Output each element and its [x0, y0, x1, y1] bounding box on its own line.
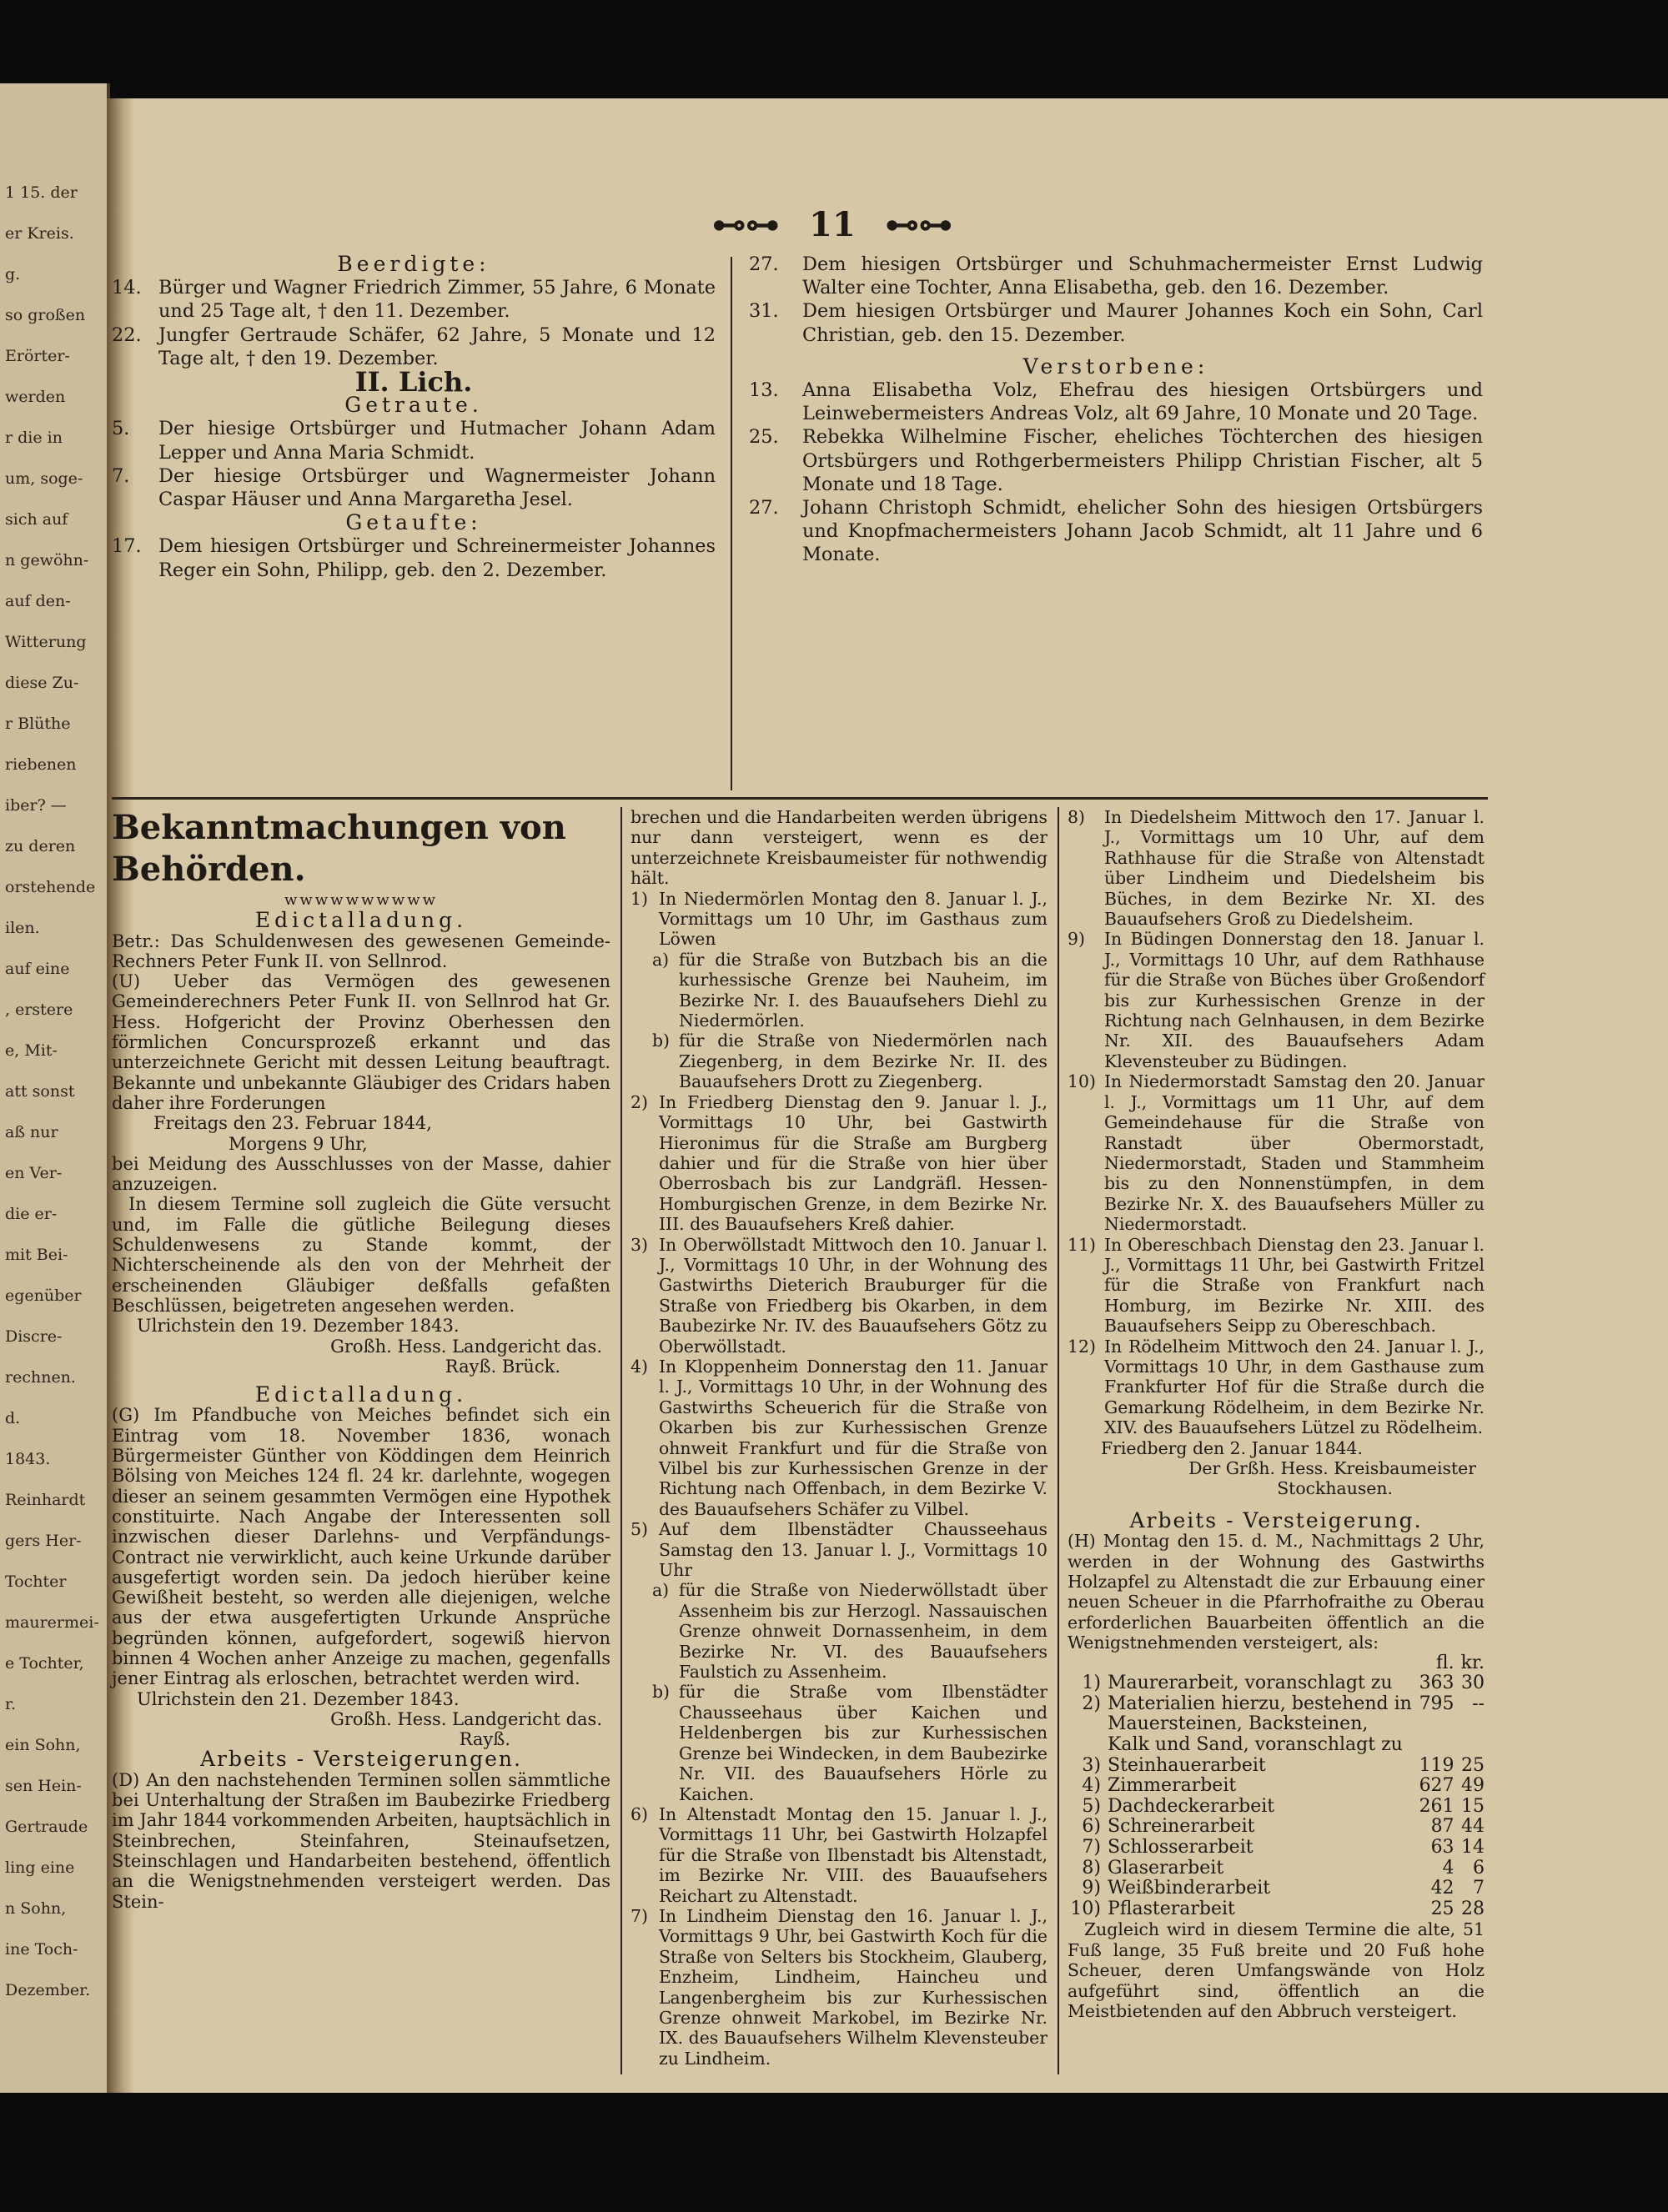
heading-verstorbene: Verstorbene:: [1022, 354, 1209, 379]
prev-page-fragment: diese Zu-: [5, 674, 79, 692]
beerdigte-list: [112, 276, 716, 370]
item-text: Der hiesige Ortsbürger und Hutmacher Johann Adam Lepper und Anna Maria Schmidt.: [158, 418, 716, 464]
prev-page-fragment: werden: [5, 388, 66, 406]
item-number: b): [652, 1682, 671, 1703]
prev-page-fragment: er Kreis.: [5, 224, 74, 243]
col3-official: Der Grßh. Hess. Kreisbaumeister: [1188, 1458, 1476, 1478]
cost-number: 1): [1082, 1673, 1101, 1694]
cost-florin: 4: [1442, 1857, 1454, 1878]
cost-kreuzer: 44: [1461, 1816, 1485, 1838]
page-ornament-right: ⊷⊶: [885, 205, 952, 244]
item-number: 25.: [749, 426, 779, 449]
prev-page-fragment: Tochter: [5, 1572, 67, 1591]
list-item: [749, 379, 1483, 425]
edict2-court: Großh. Hess. Landgericht das.: [330, 1708, 602, 1729]
prev-page-fragment: Erörter-: [5, 347, 70, 365]
bottom-column-3: [1068, 807, 1485, 2021]
item-text: In Diedelsheim Mittwoch den 17. Januar l. J., Vormittags um 10 Uhr, auf dem Rathhause für die Straße von Altenstadt über Lindheim und Diedelsheim bis Büches, in dem Bezirke Nr. XI. des Bauaufsehers Groß zu Diedelsheim.: [1104, 807, 1485, 930]
cost-number: 6): [1082, 1816, 1101, 1838]
edict2-place-date: Ulrichstein den 21. Dezember 1843.: [137, 1688, 460, 1709]
top-column-divider: [731, 257, 732, 790]
list-item: [631, 950, 1048, 1031]
prev-page-fragment: r Blüthe: [5, 715, 71, 733]
newspaper-page: [107, 98, 1668, 2093]
bottom-column-1: [112, 807, 610, 1912]
cost-number: 10): [1070, 1898, 1101, 1919]
cost-kreuzer: 30: [1461, 1673, 1485, 1694]
edict1-date: Freitags den 23. Februar 1844,: [153, 1113, 432, 1134]
item-number: 11): [1068, 1234, 1096, 1255]
list-item: [631, 1804, 1048, 1906]
edict1-body-2: bei Meidung des Ausschlusses von der Masse, dahier anzuzeigen.: [112, 1153, 610, 1195]
item-number: 1): [631, 888, 648, 909]
edict1-heading: Edictalladung.: [254, 908, 468, 933]
item-text: Der hiesige Ortsbürger und Wagnermeister Johann Caspar Häuser und Anna Margaretha Jesel.: [158, 464, 716, 511]
list-item: [749, 496, 1483, 567]
item-text: für die Straße vom Ilbenstädter Chausseehaus über Kaichen und Heldenbergen bis zur Kurhessischen Grenze bei Windecken, in dem Baubezirke Nr. VII. des Bauaufsehers Hörle zu Kaichen.: [679, 1682, 1048, 1804]
cost-number: 5): [1082, 1795, 1101, 1817]
list-item: [631, 1906, 1048, 2069]
prev-page-fragment: maurermei-: [5, 1613, 99, 1632]
cost-row: [1068, 1756, 1485, 1777]
births-list: [749, 253, 1483, 347]
prev-page-fragment: aß nur: [5, 1123, 58, 1141]
prev-page-fragment: iber? —: [5, 796, 67, 815]
prev-page-fragment: d.: [5, 1409, 21, 1427]
prev-page-fragment: mit Bei-: [5, 1246, 68, 1264]
list-item: [112, 417, 716, 464]
cost-row: [1068, 1817, 1485, 1838]
getraute-list: [112, 417, 716, 511]
cost-florin: 795: [1419, 1693, 1454, 1714]
item-text: In Niedermörlen Montag den 8. Januar l. J., Vormittags um 10 Uhr, im Gasthaus zum Löwen: [659, 888, 1048, 950]
prev-page-fragment: auf eine: [5, 960, 70, 978]
item-number: 7): [631, 1905, 648, 1926]
item-number: 8): [1068, 807, 1085, 827]
cost-table-header: [1068, 1653, 1485, 1674]
edict1-body: (U) Ueber das Vermögen des gewesenen Gemeinderechners Peter Funk II. von Sellnrod hat Gr. Hess. Hofgericht der Provinz Oberhessen den förmlichen Concursprozeß erkannt und das unterzeichnete Gericht mit dessen Leitung beauftragt. Bekannte und unbekannte Gläubiger des Cridars haben daher ihre Forderungen: [112, 971, 610, 1113]
item-number: 9): [1068, 929, 1085, 950]
item-text: Dem hiesigen Ortsbürger und Maurer Johannes Koch ein Sohn, Carl Christian, geb. den 15. Dezember.: [802, 300, 1483, 346]
cost-row: [1068, 1838, 1485, 1858]
col3-arbeits-body: (H) Montag den 15. d. M., Nachmittags 2 Uhr, werden in der Wohnung des Gastwirths Holzapfel zu Altenstadt die zur Erbauung einer neuen Scheuer in die Pfarrhofraithe zu Oberau erforderlichen Bauarbeiten öffentlich an die Wenigstnehmenden versteigert, als:: [1068, 1531, 1485, 1653]
item-text: Dem hiesigen Ortsbürger und Schreinermeister Johannes Reger ein Sohn, Philipp, geb. den 2. Dezember.: [158, 535, 716, 581]
prev-page-fragment: en Ver-: [5, 1164, 63, 1182]
list-item: [112, 464, 716, 511]
list-item: [631, 1519, 1048, 1580]
item-text: Johann Christoph Schmidt, ehelicher Sohn des hiesigen Ortsbürgers und Knopfmachermeisters Johann Jacob Schmidt, alt 11 Jahre und 6 Monate.: [802, 497, 1483, 566]
page-ornament-left: ⊷⊶: [712, 205, 780, 244]
road-terms-list-continued: [1068, 807, 1485, 1438]
cost-row: [1068, 1899, 1485, 1920]
item-number: 27.: [749, 253, 779, 275]
prev-page-fragment: gers Her-: [5, 1532, 82, 1550]
cost-number: 4): [1082, 1775, 1101, 1797]
cost-florin: 627: [1419, 1775, 1454, 1797]
item-text: Rebekka Wilhelmine Fischer, eheliches Töchterchen des hiesigen Ortsbürgers und Rothgerbermeisters Philipp Christian Fischer, alt 5 Monate und 18 Tage.: [802, 426, 1483, 495]
cost-table: [1068, 1653, 1485, 1920]
col2-intro: brechen und die Handarbeiten werden übrigens nur dann versteigert, wenn es der unterzeichnete Kreisbaumeister für nothwendig hält.: [631, 807, 1048, 889]
cost-number: 2): [1082, 1693, 1101, 1714]
cost-label: Glaserarbeit: [1108, 1857, 1224, 1878]
cost-row: [1068, 1673, 1485, 1694]
item-number: 5): [631, 1519, 648, 1540]
item-text: Bürger und Wagner Friedrich Zimmer, 55 Jahre, 6 Monate und 25 Tage alt, † den 11. Dezember.: [158, 277, 716, 323]
prev-page-fragment: Reinhardt: [5, 1491, 86, 1509]
page-number: [590, 205, 1074, 244]
item-text: In Lindheim Dienstag den 16. Januar l. J., Vormittags 9 Uhr, bei Gastwirth Koch für die Straße von Selters bis Stockheim, Glauberg, Enzheim, Lindheim, Haincheu und Langenbergheim bis zur Kurhessischen Grenze ohnweit Markobel, im Bezirke Nr. IX. des Bauaufsehers Wilhelm Klevensteuber zu Lindheim.: [659, 1905, 1048, 2069]
col3-arbeits-heading: Arbeits - Versteigerung.: [1129, 1507, 1423, 1532]
getaufte-list: [112, 534, 716, 581]
prev-page-fragment: 1 15. der: [5, 183, 78, 202]
list-item: [1068, 929, 1485, 1071]
cost-row: [1068, 1694, 1485, 1756]
prev-page-fragment: so großen: [5, 306, 86, 324]
item-number: 22.: [112, 324, 142, 346]
edict2-signature: Rayß.: [459, 1729, 510, 1750]
list-item: [749, 299, 1483, 346]
col3-official-name: Stockhausen.: [1277, 1478, 1393, 1499]
prev-page-fragment: r.: [5, 1695, 17, 1713]
item-text: für die Straße von Butzbach bis an die kurhessische Grenze bei Nauheim, im Bezirke Nr. I. des Bauaufsehers Diehl zu Niedermörlen.: [679, 949, 1048, 1031]
prev-page-fragment: e Tochter,: [5, 1654, 84, 1673]
item-text: In Altenstadt Montag den 15. Januar l. J., Vormittags 11 Uhr, bei Gastwirth Holzapfel für die Straße von Ilbenstadt bis Altenstadt, im Bezirke Nr. VIII. des Bauaufsehers Reichart zu Altenstadt.: [659, 1803, 1048, 1906]
item-number: 4): [631, 1356, 648, 1377]
cost-label: Weißbinderarbeit: [1108, 1878, 1271, 1899]
list-item: [631, 1580, 1048, 1682]
list-item: [1068, 1071, 1485, 1234]
prev-page-fragment: e, Mit-: [5, 1041, 58, 1060]
list-item: [1068, 1235, 1485, 1337]
cost-florin: 63: [1430, 1837, 1454, 1858]
item-text: In Obereschbach Dienstag den 23. Januar l. J., Vormittags 11 Uhr, bei Gastwirth Fritzel für die Straße von Frankfurt nach Homburg, im Bezirke Nr. XIII. des Bauaufsehers Seipp zu Obereschbach.: [1104, 1234, 1485, 1337]
prev-page-fragment: ling eine: [5, 1858, 75, 1877]
cost-florin: 363: [1419, 1673, 1454, 1694]
col3-place-date: Friedberg den 2. Januar 1844.: [1101, 1437, 1363, 1458]
prev-page-fragment: sich auf: [5, 510, 68, 529]
cost-kreuzer: 14: [1461, 1837, 1485, 1858]
cost-row: [1068, 1858, 1485, 1879]
heading-getaufte: Getaufte:: [345, 510, 482, 535]
cost-number: 3): [1082, 1754, 1101, 1776]
prev-page-fragment: riebenen: [5, 755, 77, 774]
edict1-place-date: Ulrichstein den 19. Dezember 1843.: [137, 1316, 460, 1337]
arbeits-heading: Arbeits - Versteigerungen.: [200, 1747, 522, 1772]
section-lich: II. Lich.: [354, 366, 473, 399]
cost-number: 9): [1082, 1878, 1101, 1899]
previous-page-edge: [0, 83, 110, 2093]
prev-page-fragment: egenüber: [5, 1287, 82, 1305]
item-text: Dem hiesigen Ortsbürger und Schuhmachermeister Ernst Ludwig Walter eine Tochter, Anna Elisabetha, geb. den 16. Dezember.: [802, 253, 1483, 299]
prev-page-fragment: zu deren: [5, 837, 76, 855]
edict2-body: (G) Im Pfandbuche von Meiches befindet sich ein Eintrag vom 18. November 1836, wonach Bürgermeister Günther von Köddingen dem Heinrich Bölsing von Meiches 124 fl. 24 kr. darlehnte, wogegen dieser an seinem gesammten Vermögen eine Hypothek constituirte. Nach Angabe der Interessenten soll inzwischen dieser Darlehns- und Verpfändungs-Contract nie verwirklicht, auch keine Urkunde darüber ausgefertigt worden sein. Da jedoch hierüber keine Gewißheit besteht, so werden alle diejenigen, welche aus der etwa ausgefertigten Urkunde Ansprüche begründen können, aufgefordert, sogewiß hiervon binnen 4 Wochen anher Anzeige zu machen, gegenfalls jener Eintrag als erloschen, betrachtet werden wird.: [112, 1405, 610, 1689]
cost-kreuzer: 49: [1461, 1775, 1485, 1797]
cost-label: Pflasterarbeit: [1108, 1898, 1235, 1919]
cost-florin: 261: [1419, 1795, 1454, 1817]
list-item: [631, 1031, 1048, 1091]
cost-label: Zimmerarbeit: [1108, 1775, 1237, 1797]
cost-kreuzer: --: [1472, 1693, 1485, 1714]
item-number: a): [652, 1580, 670, 1601]
cost-florin: 119: [1419, 1754, 1454, 1776]
prev-page-fragment: orstehende: [5, 878, 96, 896]
list-item: [112, 534, 716, 581]
prev-page-fragment: auf den-: [5, 592, 71, 610]
prev-page-fragment: Gertraude: [5, 1818, 88, 1836]
list-item: [631, 889, 1048, 950]
item-number: 6): [631, 1803, 648, 1824]
title-ornament: wwwwwwwwww: [284, 891, 439, 909]
currency-fl: fl.: [1435, 1652, 1454, 1673]
prev-page-fragment: , erstere: [5, 1001, 73, 1019]
list-item: [112, 276, 716, 323]
item-number: b): [652, 1031, 671, 1051]
item-text: In Rödelheim Mittwoch den 24. Januar l. J., Vormittags 10 Uhr, in dem Gasthause zum Frankfurter Hof für die Straße durch die Gemarkung Rödelheim, in dem Bezirke Nr. XIV. des Bauaufsehers Lützel zu Rödelheim.: [1104, 1336, 1485, 1438]
item-number: 12): [1068, 1336, 1096, 1357]
list-item: [1068, 1337, 1485, 1438]
list-item: [112, 324, 716, 370]
cost-kreuzer: 25: [1461, 1754, 1485, 1776]
prev-page-fragment: g.: [5, 265, 21, 283]
item-text: In Niedermorstadt Samstag den 20. Januar l. J., Vormittags um 11 Uhr, auf dem Gemeindehause für die Straße von Ranstadt über Obermorstadt, Niedermorstadt, Staden und Stammheim bis zu den Nonnenstümpfen, in dem Bezirke Nr. X. des Bauaufsehers Müller zu Niedermorstadt.: [1104, 1071, 1485, 1235]
item-number: 5.: [112, 418, 130, 440]
top-right-column: [749, 253, 1483, 567]
edict1-subject: Betr.: Das Schuldenwesen des gewesenen Gemeinde-Rechners Peter Funk II. von Sellnrod.: [112, 930, 610, 971]
currency-kr: kr.: [1460, 1652, 1485, 1673]
prev-page-fragment: ine Toch-: [5, 1940, 78, 1959]
bottom-divider-1: [620, 807, 622, 2074]
top-left-column: [112, 253, 716, 582]
item-number: 3): [631, 1234, 648, 1255]
edict1-signatures: Rayß. Brück.: [445, 1356, 560, 1377]
prev-page-fragment: rechnen.: [5, 1368, 76, 1387]
heading-getraute: Getraute.: [344, 393, 483, 418]
list-item: [1068, 807, 1485, 929]
bottom-divider-2: [1058, 807, 1059, 2074]
cost-number: 7): [1082, 1837, 1101, 1858]
cost-label: Schlosserarbeit: [1108, 1837, 1254, 1858]
item-number: 2): [631, 1091, 648, 1112]
list-item: [631, 1682, 1048, 1803]
list-item: [749, 425, 1483, 496]
road-terms-list: [631, 889, 1048, 2069]
prev-page-fragment: Discre-: [5, 1327, 63, 1346]
prev-page-fragment: um, soge-: [5, 469, 83, 488]
item-number: 17.: [112, 535, 142, 558]
edict1-body-3: In diesem Termine soll zugleich die Güte versucht und, im Falle die gütliche Beilegung dieses Schuldenwesens zu Stande kommt, der Nichterscheinende als den von der Mehrheit der erscheinenden Gläubiger deßfalls gefaßten Beschlüssen, beigetreten angesehen werden.: [112, 1194, 610, 1316]
item-text: In Büdingen Donnerstag den 18. Januar l. J., Vormittags 10 Uhr, auf dem Rathhause für die Straße von Büches über Großendorf bis zur Kurhessischen Grenze in der Richtung nach Gelnhausen, in dem Bezirke Nr. XII. des Bauaufsehers Adam Klevensteuber zu Büdingen.: [1104, 929, 1485, 1071]
col3-closing: Zugleich wird in diesem Termine die alte, 51 Fuß lange, 35 Fuß breite und 20 Fuß hohe Scheuer, deren Umfangswände von Holz aufgeführt sind, öffentlich an die Meistbietenden auf den Abbruch versteigert.: [1068, 1919, 1485, 2021]
item-number: 27.: [749, 497, 779, 519]
cost-florin: 25: [1430, 1898, 1454, 1919]
heading-beerdigte: Beerdigte:: [337, 252, 490, 276]
cost-row: [1068, 1878, 1485, 1899]
cost-label: Dachdeckerarbeit: [1108, 1795, 1275, 1817]
item-text: für die Straße von Niederwöllstadt über Assenheim bis zur Herzogl. Nassauischen Grenze ohnweit Dornassenheim, in dem Bezirke Nr. VI. des Bauaufsehers Faulstich zu Assenheim.: [679, 1580, 1048, 1683]
page-number-text: 11: [809, 205, 856, 244]
prev-page-fragment: 1843.: [5, 1450, 51, 1468]
prev-page-fragment: n gewöhn-: [5, 551, 89, 569]
item-text: für die Straße von Niedermörlen nach Ziegenberg, in dem Bezirke Nr. II. des Bauaufsehers Drott zu Ziegenberg.: [679, 1031, 1048, 1092]
item-number: 13.: [749, 379, 779, 402]
deaths-list: [749, 379, 1483, 567]
cost-row: [1068, 1776, 1485, 1797]
cost-florin: 42: [1430, 1878, 1454, 1899]
section-title: Bekanntmachungen von Behörden.: [112, 808, 566, 889]
list-item: [749, 253, 1483, 299]
item-text: Anna Elisabetha Volz, Ehefrau des hiesigen Ortsbürgers und Leinwebermeisters Andreas Volz, alt 69 Jahre, 10 Monate und 20 Tage.: [802, 379, 1483, 425]
item-text: Jungfer Gertraude Schäfer, 62 Jahre, 5 Monate und 12 Tage alt, † den 19. Dezember.: [158, 324, 716, 369]
item-text: Auf dem Ilbenstädter Chausseehaus Samstag den 13. Januar l. J., Vormittags 10 Uhr: [659, 1519, 1048, 1581]
list-item: [631, 1235, 1048, 1357]
list-item: [631, 1357, 1048, 1519]
prev-page-fragment: Witterung: [5, 633, 87, 651]
cost-kreuzer: 7: [1473, 1878, 1485, 1899]
prev-page-fragment: ein Sohn,: [5, 1736, 81, 1754]
prev-page-fragment: r die in: [5, 429, 63, 447]
prev-page-fragment: n Sohn,: [5, 1899, 67, 1918]
item-number: 31.: [749, 300, 779, 323]
item-text: In Oberwöllstadt Mittwoch den 10. Januar l. J., Vormittags 10 Uhr, in der Wohnung des Gastwirths Dieterich Brauburger für die Straße von Friedberg bis Okarben, in dem Baubezirke Nr. IV. des Bauaufsehers Götz zu Oberwöllstadt.: [659, 1234, 1048, 1357]
section-divider: [112, 797, 1488, 800]
prev-page-fragment: die er-: [5, 1205, 58, 1223]
bottom-column-2: [631, 807, 1048, 2069]
cost-label: Schreinerarbeit: [1108, 1816, 1255, 1838]
cost-number: 8): [1082, 1857, 1101, 1878]
item-text: In Kloppenheim Donnerstag den 11. Januar l. J., Vormittags 10 Uhr, in der Wohnung des Gastwirths Scheuerich für die Straße von Okarben bis zur Kurhessischen Grenze ohnweit Frankfurt und für die Straße von Vilbel bis zur Kurhessischen Grenze in der Richtung nach Offenbach, in dem Bezirke V. des Bauaufsehers Schäfer zu Vilbel.: [659, 1356, 1048, 1519]
prev-page-fragment: Dezember.: [5, 1981, 91, 1999]
prev-page-fragment: sen Hein-: [5, 1777, 82, 1795]
cost-label: Steinhauerarbeit: [1108, 1754, 1266, 1776]
list-item: [631, 1092, 1048, 1235]
prev-page-fragment: att sonst: [5, 1082, 75, 1101]
item-number: 10): [1068, 1071, 1096, 1092]
edict1-time: Morgens 9 Uhr,: [229, 1133, 368, 1154]
cost-label: Maurerarbeit, voranschlagt zu: [1108, 1673, 1393, 1694]
edict2-heading: Edictalladung.: [254, 1382, 468, 1407]
cost-label: Materialien hierzu, bestehend in Mauersteinen, Backsteinen, Kalk und Sand, voranschlagt zu: [1108, 1693, 1412, 1756]
cost-kreuzer: 28: [1461, 1898, 1485, 1919]
arbeits-body: (D) An den nachstehenden Terminen sollen sämmtliche bei Unterhaltung der Straßen im Baubezirke Friedberg im Jahr 1844 vorkommenden Arbeiten, hauptsächlich in Steinbrechen, Steinfahren, Steinaufsetzen, Steinschlagen und Handarbeiten bestehend, öffentlich an die Wenigstnehmenden versteigert werden. Das Stein-: [112, 1769, 610, 1912]
cost-florin: 87: [1430, 1816, 1454, 1838]
cost-row: [1068, 1797, 1485, 1818]
item-number: 14.: [112, 277, 142, 299]
item-number: a): [652, 949, 670, 970]
item-number: 7.: [112, 464, 130, 487]
edict1-court: Großh. Hess. Landgericht das.: [330, 1336, 602, 1357]
cost-kreuzer: 15: [1461, 1795, 1485, 1817]
prev-page-fragment: ilen.: [5, 919, 40, 937]
item-text: In Friedberg Dienstag den 9. Januar l. J., Vormittags 10 Uhr, bei Gastwirth Hieronimus für die Straße am Burgberg dahier und für die Straße von hier über Oberrosbach bis zur Landgräfl. Hessen-Homburgischen Grenze, in dem Bezirke Nr. III. des Bauaufsehers Kreß dahier.: [659, 1091, 1048, 1235]
cost-kreuzer: 6: [1473, 1857, 1485, 1878]
